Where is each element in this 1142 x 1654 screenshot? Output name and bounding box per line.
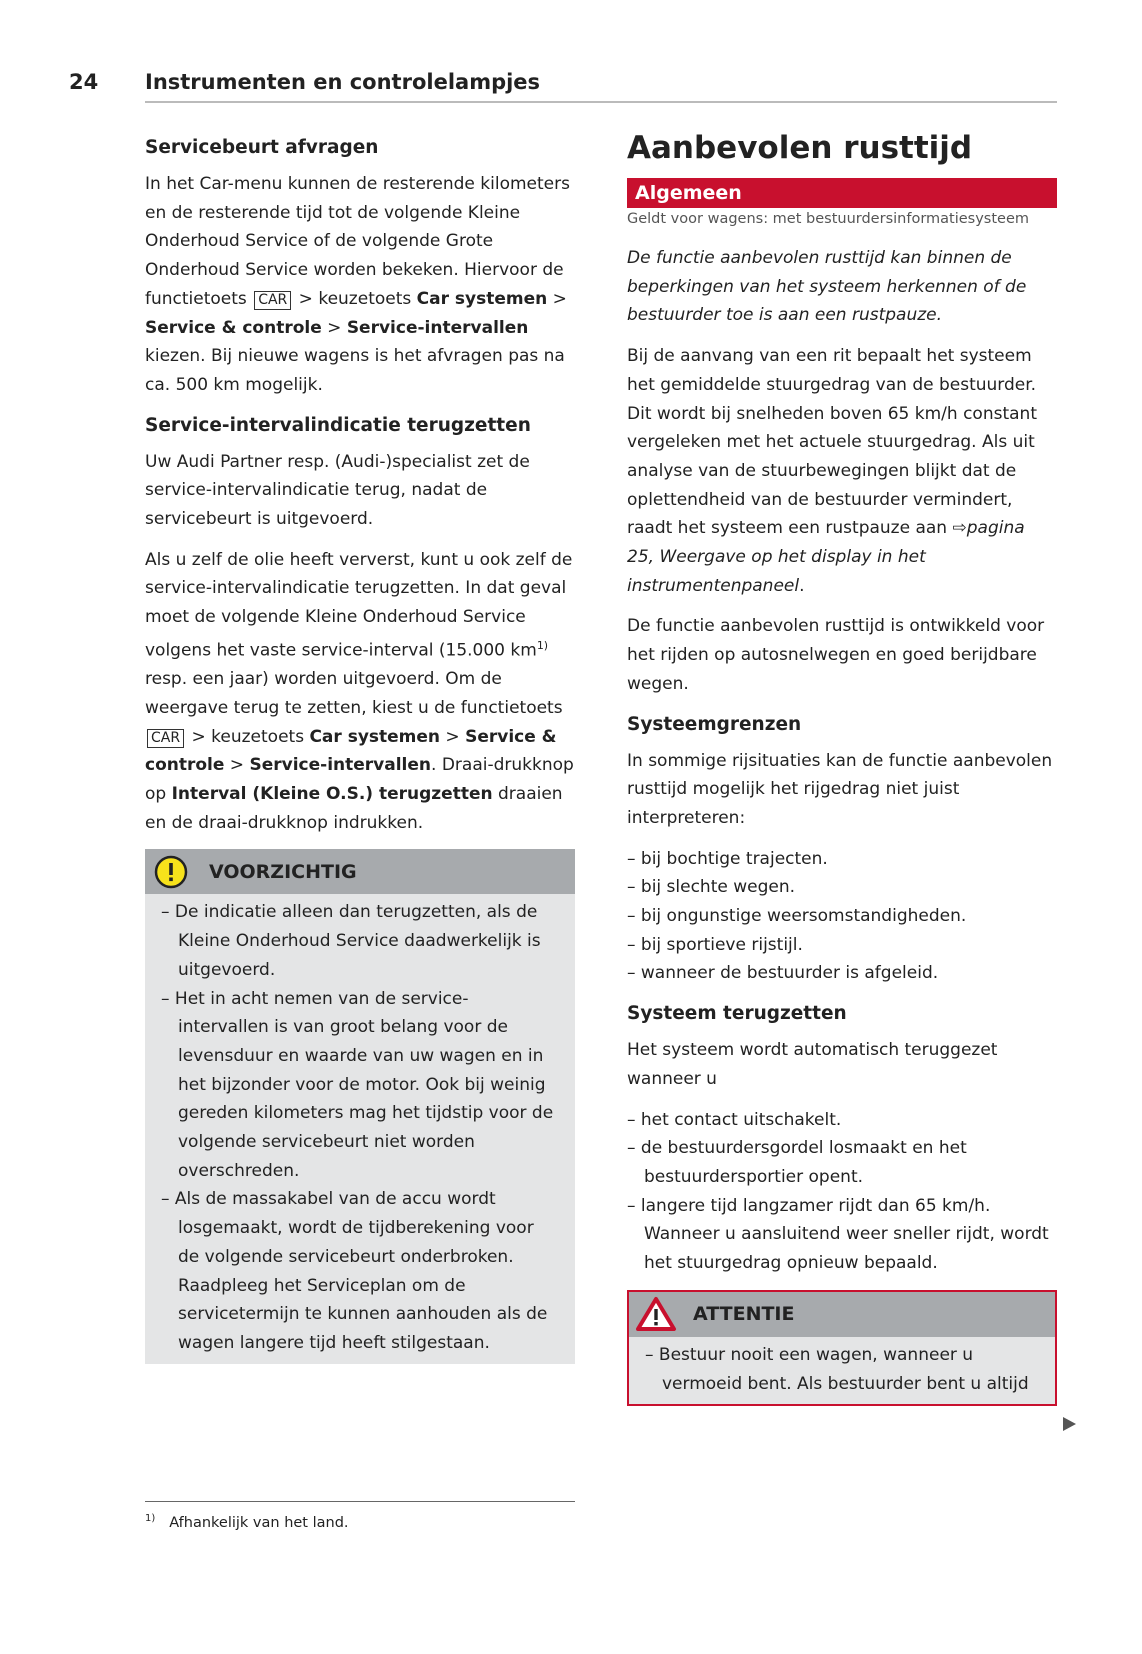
list-item-text: bij ongunstige weersomstandigheden. <box>640 906 967 927</box>
menu-item: Interval (Kleine O.S.) terugzetten <box>171 784 493 805</box>
list-item: – Als de massakabel van de accu wordt losgemaakt, wordt de tijdberekening voor de volgende servicebeurt onderbroken. Raadpleeg het Serviceplan om de servicetermijn te kunnen aanhouden als de wagen langere tijd heeft stilgestaan. <box>161 1189 548 1353</box>
caution-header <box>145 849 575 894</box>
section-heading: Service-intervalindicatie terugzetten <box>145 414 531 436</box>
paragraph: Uw Audi Partner resp. (Audi-)specialist zet de service-intervalindicatie terug, nadat de servicebeurt is uitgevoerd. <box>145 451 530 530</box>
paragraph: De functie aanbevolen rusttijd is ontwikkeld voor het rijden op autosnelwegen en goed berijdbare wegen. <box>627 616 1045 694</box>
caution-icon <box>153 854 189 890</box>
paragraph <box>627 342 1057 600</box>
car-key: CAR <box>147 729 184 748</box>
list-item: – bij sportieve rijstijl. <box>627 934 803 955</box>
list-item: – Bestuur nooit een wagen, wanneer u vermoeid bent. Als bestuurder bent u altijd <box>645 1344 1029 1394</box>
text: > keuzetoets <box>186 726 310 747</box>
attention-box <box>627 1290 1057 1406</box>
list-item-text: bij bochtige trajecten. <box>640 848 828 869</box>
text: In het Car-menu kunnen de resterende kilometers en de resterende tijd tot de volgende Kleine Onderhoud Service of de volgende Grote Onderhoud Service worden bekeken. Hiervoor de functietoets <box>145 174 570 309</box>
reset-list <box>627 1106 1057 1278</box>
menu-item: Service & controle <box>145 726 557 776</box>
list-item-text: langere tijd langzamer rijdt dan 65 km/h. Wanneer u aansluitend weer sneller rijdt, wordt het stuurgedrag opnieuw bepaald. <box>640 1195 1049 1274</box>
list-item: – de bestuurdersgordel losmaakt en het bestuurdersportier opent. <box>627 1138 967 1187</box>
list-item-text: de bestuurdersgordel losmaakt en het bestuurdersportier opent. <box>640 1138 967 1187</box>
list-item-text: Als de massakabel van de accu wordt losgemaakt, wordt de tijdberekening voor de volgende servicebeurt onderbroken. Raadpleeg het Serviceplan om de servicetermijn te kunnen aanhouden als de wagen langere tijd heeft stilgestaan. <box>174 1189 548 1353</box>
attention-header <box>629 1292 1055 1337</box>
menu-item: Service & controle <box>145 317 322 338</box>
menu-item: Car systemen <box>416 288 548 309</box>
text: > <box>321 317 347 338</box>
attention-list <box>629 1337 1055 1404</box>
list-item: – De indicatie alleen dan terugzetten, als de Kleine Onderhoud Service daadwerkelijk is uitgevoerd. <box>161 902 541 980</box>
section-heading: Systeemgrenzen <box>627 713 802 735</box>
intro-paragraph: De functie aanbevolen rusttijd kan binnen de beperkingen van het systeem herkennen of de bestuurder toe is aan een rustpauze. <box>627 248 1027 326</box>
warning-triangle-icon <box>635 1296 677 1332</box>
caution-title: VOORZICHTIG <box>209 860 357 883</box>
menu-item: Service-intervallen <box>346 317 529 338</box>
text: . <box>799 575 805 596</box>
list-item: – het contact uitschakelt. <box>627 1109 842 1130</box>
section-heading: Servicebeurt afvragen <box>145 137 379 158</box>
page-reference-link[interactable]: pagina 25, Weergave op het display in het instrumentenpaneel <box>627 518 1025 596</box>
list-item-text: Het in acht nemen van de service-intervallen is van groot belang voor de levensduur en waarde van uw wagen en in het bijzonder voor de motor. Ook bij weinig gereden kilometers mag het tijdstip voor de volgende servicebeurt niet worden overschreden. <box>174 988 554 1181</box>
paragraph: In sommige rijsituaties kan de functie aanbevolen rusttijd mogelijk het rijgedrag niet juist interpreteren: <box>627 750 1053 828</box>
text: > keuzetoets <box>293 288 417 309</box>
section-heading: Systeem terugzetten <box>627 1003 847 1025</box>
list-item-text: bij slechte wegen. <box>640 877 796 898</box>
page-number: 24 <box>69 70 99 94</box>
subsection-bar: Algemeen <box>627 178 1057 208</box>
list-item-text: het contact uitschakelt. <box>640 1109 842 1130</box>
limits-list <box>627 845 1057 989</box>
footnote <box>145 1513 349 1531</box>
paragraph <box>145 546 575 838</box>
section-title: Aanbevolen rusttijd <box>627 130 973 166</box>
footnote-ref: 1) <box>536 638 549 652</box>
text: > <box>547 288 567 309</box>
list-item: – bij bochtige trajecten. <box>627 848 828 869</box>
text: Bij de aanvang van een rit bepaalt het systeem het gemiddelde stuurgedrag van de bestuurder. Dit wordt bij snelheden boven 65 km/h constant vergeleken met het actuele stuurgedrag. Als uit analyse van de stuurbewegingen blijkt dat de oplettendheid van de bestuurder vermindert, raadt het systeem een rustpauze aan <box>627 346 1037 539</box>
list-item-text: wanneer de bestuurder is afgeleid. <box>640 963 939 984</box>
list-item: – Het in acht nemen van de service-intervallen is van groot belang voor de levensduur en waarde van uw wagen en in het bijzonder voor de motor. Ook bij weinig gereden kilometers mag het tijdstip voor de volgende servicebeurt niet worden overschreden. <box>161 988 554 1181</box>
text: resp. een jaar) worden uitgevoerd. Om de weergave terug te zetten, kiest u de functietoets <box>145 669 563 718</box>
list-item: – bij slechte wegen. <box>627 877 796 898</box>
text: Als u zelf de olie heeft ververst, kunt u ook zelf de service-intervalindicatie terugzetten. In dat geval moet de volgende Kleine Onderhoud Service volgens het vaste service-interval (15.000 km <box>145 549 573 661</box>
continue-arrow-icon <box>1063 1417 1076 1431</box>
list-item-text: De indicatie alleen dan terugzetten, als de Kleine Onderhoud Service daadwerkelijk is uitgevoerd. <box>174 902 541 980</box>
text: > <box>224 755 250 776</box>
footnote-text: Afhankelijk van het land. <box>169 1514 349 1531</box>
text: > <box>440 726 466 747</box>
footnote-divider <box>145 1501 575 1502</box>
menu-item: Car systemen <box>309 726 441 747</box>
attention-title: ATTENTIE <box>693 1302 795 1325</box>
left-column <box>145 128 575 1376</box>
list-item: – wanneer de bestuurder is afgeleid. <box>627 963 939 984</box>
menu-item: Service-intervallen <box>249 755 432 776</box>
caution-list <box>145 894 575 1363</box>
header-divider <box>145 101 1057 103</box>
text: . Draai-drukknop op <box>145 755 574 805</box>
car-key: CAR <box>254 291 291 310</box>
arrow-icon: ⇨ <box>952 518 967 539</box>
applicability-note: Geldt voor wagens: met bestuurdersinformatiesysteem <box>627 211 1030 227</box>
list-item-text: bij sportieve rijstijl. <box>640 934 803 955</box>
list-item: – langere tijd langzamer rijdt dan 65 km/h. Wanneer u aansluitend weer sneller rijdt, wordt het stuurgedrag opnieuw bepaald. <box>627 1195 1049 1274</box>
list-item: – bij ongunstige weersomstandigheden. <box>627 906 967 927</box>
footnote-mark: 1) <box>145 1513 156 1524</box>
text: kiezen. Bij nieuwe wagens is het afvragen pas na ca. 500 km mogelijk. <box>145 346 565 395</box>
caution-box <box>145 849 575 1363</box>
text: draaien en de draai-drukknop indrukken. <box>145 784 563 833</box>
list-item-text: Bestuur nooit een wagen, wanneer u vermoeid bent. Als bestuurder bent u altijd <box>658 1344 1029 1394</box>
right-column <box>627 128 1057 1406</box>
chapter-title: Instrumenten en controlelampjes <box>145 70 541 94</box>
paragraph: Het systeem wordt automatisch teruggezet wanneer u <box>627 1040 998 1089</box>
paragraph <box>145 170 575 400</box>
